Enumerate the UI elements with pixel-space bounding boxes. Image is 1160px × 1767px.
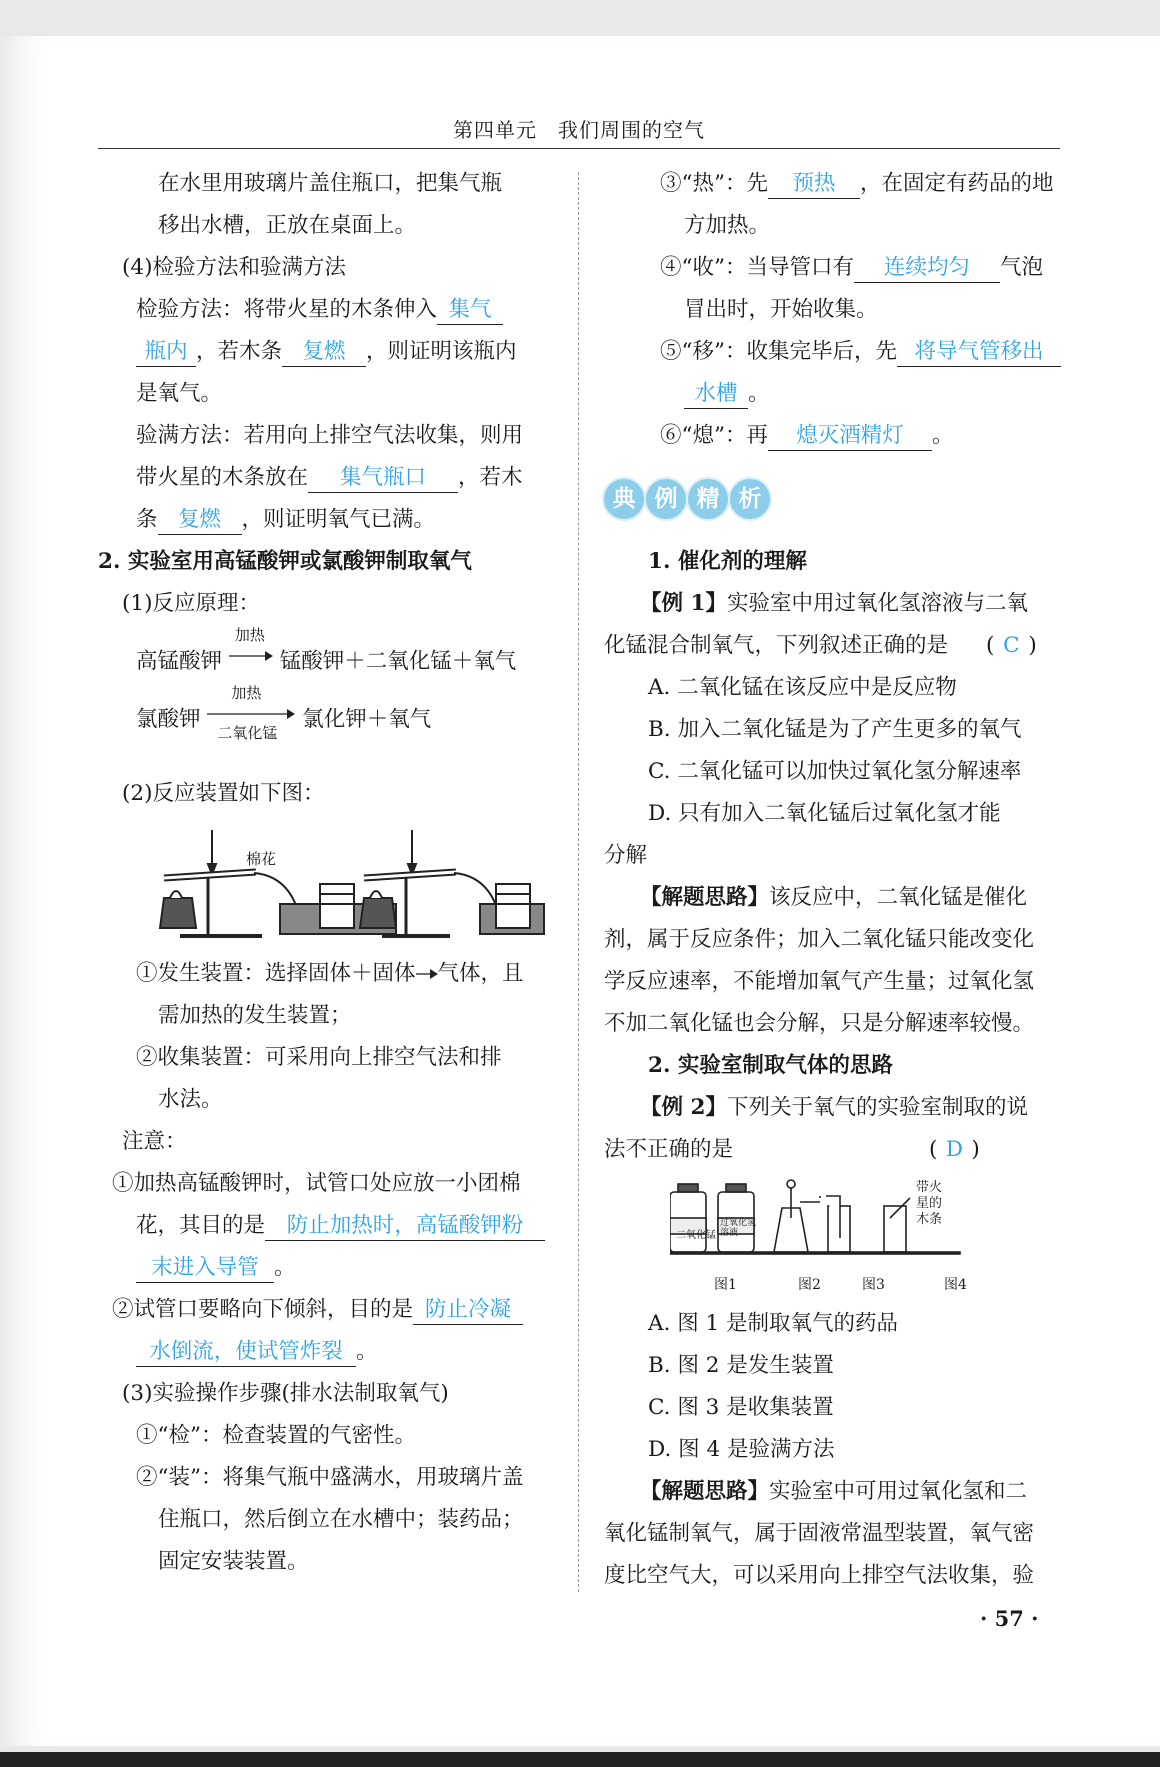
text-line (660, 334, 1061, 367)
text-line: ②“装”：将集气瓶中盛满水，用玻璃片盖 (136, 1465, 524, 1490)
answer-blank: 集气 (437, 297, 503, 325)
text-line: 在水里用玻璃片盖住瓶口，把集气瓶 (158, 171, 503, 196)
text-span: ⑥“熄”：再 (660, 423, 768, 448)
text-line: 法不正确的是 ( D ) (604, 1137, 980, 1162)
text-span: 花，其目的是 (136, 1213, 266, 1238)
arrow-icon (229, 650, 273, 662)
text-line (684, 376, 770, 409)
eq-arrow (207, 684, 295, 742)
text-line: 度比空气大，可以采用向上排空气法收集，验 (604, 1563, 1035, 1588)
eq-products: 氯化钾＋氧气 (302, 707, 432, 732)
text-line (660, 250, 1043, 283)
text-line: 分解 (604, 843, 648, 868)
text-line (640, 880, 1027, 911)
text-line (660, 418, 954, 451)
text-span: ，在固定有药品的地 (859, 171, 1054, 196)
text-line (640, 1090, 1028, 1121)
section-heading: 2. 实验室用高锰酸钾或氯酸钾制取氧气 (98, 549, 472, 574)
text-span: ①发生装置：选择固体＋固体 (136, 961, 416, 986)
text-span: 法不正确的是 (604, 1137, 734, 1162)
arrow-icon (207, 708, 295, 720)
text-line (660, 166, 1054, 199)
text-span: 该反应中，二氧化锰是催化 (769, 885, 1028, 910)
badge-char: 析 (730, 479, 770, 519)
subheading: (2)反应装置如下图： (122, 781, 325, 806)
answer-blank: 防止冷凝 (413, 1297, 523, 1325)
badge-char: 例 (646, 479, 686, 519)
answer-blank: 复燃 (158, 507, 242, 535)
answer-blank: 末进入导管 (136, 1255, 274, 1283)
eq-reactant: 高锰酸钾 (136, 649, 223, 674)
text-line: 需加热的发生装置； (158, 1003, 352, 1028)
text-span: ，则证明氧气已满。 (241, 507, 436, 532)
section-badge (604, 476, 784, 522)
note-label: 注意： (122, 1129, 187, 1154)
text-line: 剂，属于反应条件；加入二氧化锰只能改变化 (604, 927, 1035, 952)
text-line (640, 1474, 1027, 1505)
text-line: ②收集装置：可采用向上排空气法和排 (136, 1045, 502, 1070)
section-heading: 2. 实验室制取气体的思路 (648, 1053, 893, 1078)
text-span: ，则证明该瓶内 (366, 339, 517, 364)
text-span: 实验室中可用过氧化氢和二 (769, 1479, 1028, 1504)
answer-choice: D (945, 1137, 964, 1162)
text-line (136, 334, 517, 367)
text-span: ，若木 (458, 465, 523, 490)
option-a: A. 图 1 是制取氧气的药品 (648, 1311, 899, 1336)
eq-condition: 加热 (231, 684, 262, 702)
text-span: ②试管口要略向下倾斜，目的是 (112, 1297, 414, 1322)
text-line: ①加热高锰酸钾时，试管口处应放一小团棉 (112, 1171, 521, 1196)
page-number: · 57 · (980, 1606, 1039, 1631)
answer-blank: 水槽 (684, 381, 748, 409)
bottle-label-1: 二氧化锰 (676, 1230, 716, 1241)
eq-catalyst: 二氧化锰 (217, 724, 278, 742)
text-span: 带火星的木条放在 (136, 465, 309, 490)
option-b: B. 加入二氧化锰是为了产生更多的氧气 (648, 717, 1022, 742)
text-line (136, 460, 523, 493)
option-d: D. 只有加入二氧化锰后过氧化氢才能 (648, 801, 1001, 826)
text-line: 方加热。 (684, 213, 771, 238)
example-tag: 【例 1】 (640, 591, 727, 616)
text-span: 。 (931, 423, 954, 448)
option-b: B. 图 2 是发生装置 (648, 1353, 834, 1378)
text-line: 验满方法：若用向上排空气法收集，则用 (136, 423, 524, 448)
text-span: 。 (748, 381, 770, 406)
figure-caption: 图3 (862, 1277, 885, 1293)
option-a: A. 二氧化锰在该反应中是反应物 (648, 675, 957, 700)
subheading: (1)反应原理： (122, 591, 260, 616)
option-c: C. 图 3 是收集装置 (648, 1395, 834, 1420)
text-span: 条 (136, 507, 158, 532)
text-span: 检验方法：将带火星的木条伸入 (136, 297, 438, 322)
text-line (136, 1250, 296, 1283)
text-span: 下列关于氧气的实验室制取的说 (726, 1095, 1028, 1120)
cotton-label: 棉花 (246, 850, 277, 868)
answer-blank: 集气瓶口 (308, 465, 458, 493)
equation-2 (136, 684, 432, 742)
subheading: (4)检验方法和验满方法 (122, 255, 346, 280)
text-span: 化锰混合制氧气，下列叙述正确的是 (604, 633, 949, 658)
answer-blank: 将导气管移出 (897, 339, 1061, 367)
text-line: 住瓶口，然后倒立在水槽中；装药品； (158, 1507, 524, 1532)
eq-arrow (229, 626, 273, 668)
text-line (136, 956, 524, 987)
eq-reactant: 氯酸钾 (136, 707, 201, 732)
text-line: ①“检”：检查装置的气密性。 (136, 1423, 416, 1448)
text-line: 水法。 (158, 1087, 223, 1112)
text-line (136, 292, 503, 325)
text-span: 气体，且 (437, 961, 524, 986)
bottle-label-2: 过氧化氢溶液 (720, 1218, 757, 1238)
option-c: C. 二氧化锰可以加快过氧化氢分解速率 (648, 759, 1022, 784)
answer-blank: 预热 (768, 171, 860, 199)
text-span: 。 (356, 1339, 378, 1364)
hint-tag: 【解题思路】 (640, 1479, 770, 1504)
text-span: 。 (274, 1255, 296, 1280)
figure-caption: 图4 (944, 1277, 967, 1293)
text-line (640, 586, 1028, 617)
text-span: ⑤“移”：收集完毕后，先 (660, 339, 897, 364)
text-line: 学反应速率，不能增加氧气产生量；过氧化氢 (604, 969, 1035, 994)
answer-blank: 水倒流，使试管炸裂 (136, 1339, 356, 1367)
text-span: ③“热”：先 (660, 171, 768, 196)
text-line: 固定安装装置。 (158, 1549, 309, 1574)
text-span: ，若木条 (196, 339, 283, 364)
badge-char: 典 (604, 479, 644, 519)
hint-tag: 【解题思路】 (640, 885, 770, 910)
text-line: 氧化锰制氧气，属于固液常温型装置，氧气密 (604, 1521, 1035, 1546)
badge-char: 精 (688, 479, 728, 519)
answer-blank: 连续均匀 (854, 255, 1000, 283)
answer-blank: 瓶内 (136, 339, 196, 367)
text-line: 化锰混合制氧气，下列叙述正确的是 ( C ) (604, 633, 1037, 658)
answer-blank: 防止加热时，高锰酸钾粉 (265, 1213, 545, 1241)
text-line: 不加二氧化锰也会分解，只是分解速率较慢。 (604, 1011, 1035, 1036)
text-span: ④“收”：当导管口有 (660, 255, 854, 280)
option-d: D. 图 4 是验满方法 (648, 1437, 835, 1462)
text-line: 移出水槽，正放在桌面上。 (158, 213, 417, 238)
answer-blank: 复燃 (282, 339, 366, 367)
equation-1 (136, 626, 517, 675)
page-header: 第四单元 我们周围的空气 (98, 112, 1060, 149)
subheading: (3)实验操作步骤(排水法制取氧气) (122, 1381, 449, 1406)
text-span: 实验室中用过氧化氢溶液与二氧 (726, 591, 1028, 616)
arrow-icon (416, 968, 438, 980)
answer-blank: 熄灭酒精灯 (768, 423, 932, 451)
text-span: 气泡 (999, 255, 1043, 280)
apparatus-illustration (150, 818, 550, 944)
text-line (112, 1292, 523, 1325)
text-line (136, 502, 435, 535)
text-line: 是氧气。 (136, 381, 223, 406)
example-tag: 【例 2】 (640, 1095, 727, 1120)
text-line: 冒出时，开始收集。 (684, 297, 878, 322)
splint-label: 带火星的木条 (916, 1180, 943, 1227)
text-line (136, 1334, 378, 1367)
column-divider (578, 172, 579, 1592)
answer-choice: C (1003, 633, 1020, 658)
bottom-bar (0, 1752, 1160, 1767)
eq-products: 锰酸钾＋二氧化锰＋氧气 (279, 649, 517, 674)
figure-caption: 图1 (714, 1277, 737, 1293)
figure-caption: 图2 (798, 1277, 821, 1293)
text-line (136, 1208, 545, 1241)
section-heading: 1. 催化剂的理解 (648, 549, 807, 574)
eq-condition: 加热 (234, 626, 265, 644)
